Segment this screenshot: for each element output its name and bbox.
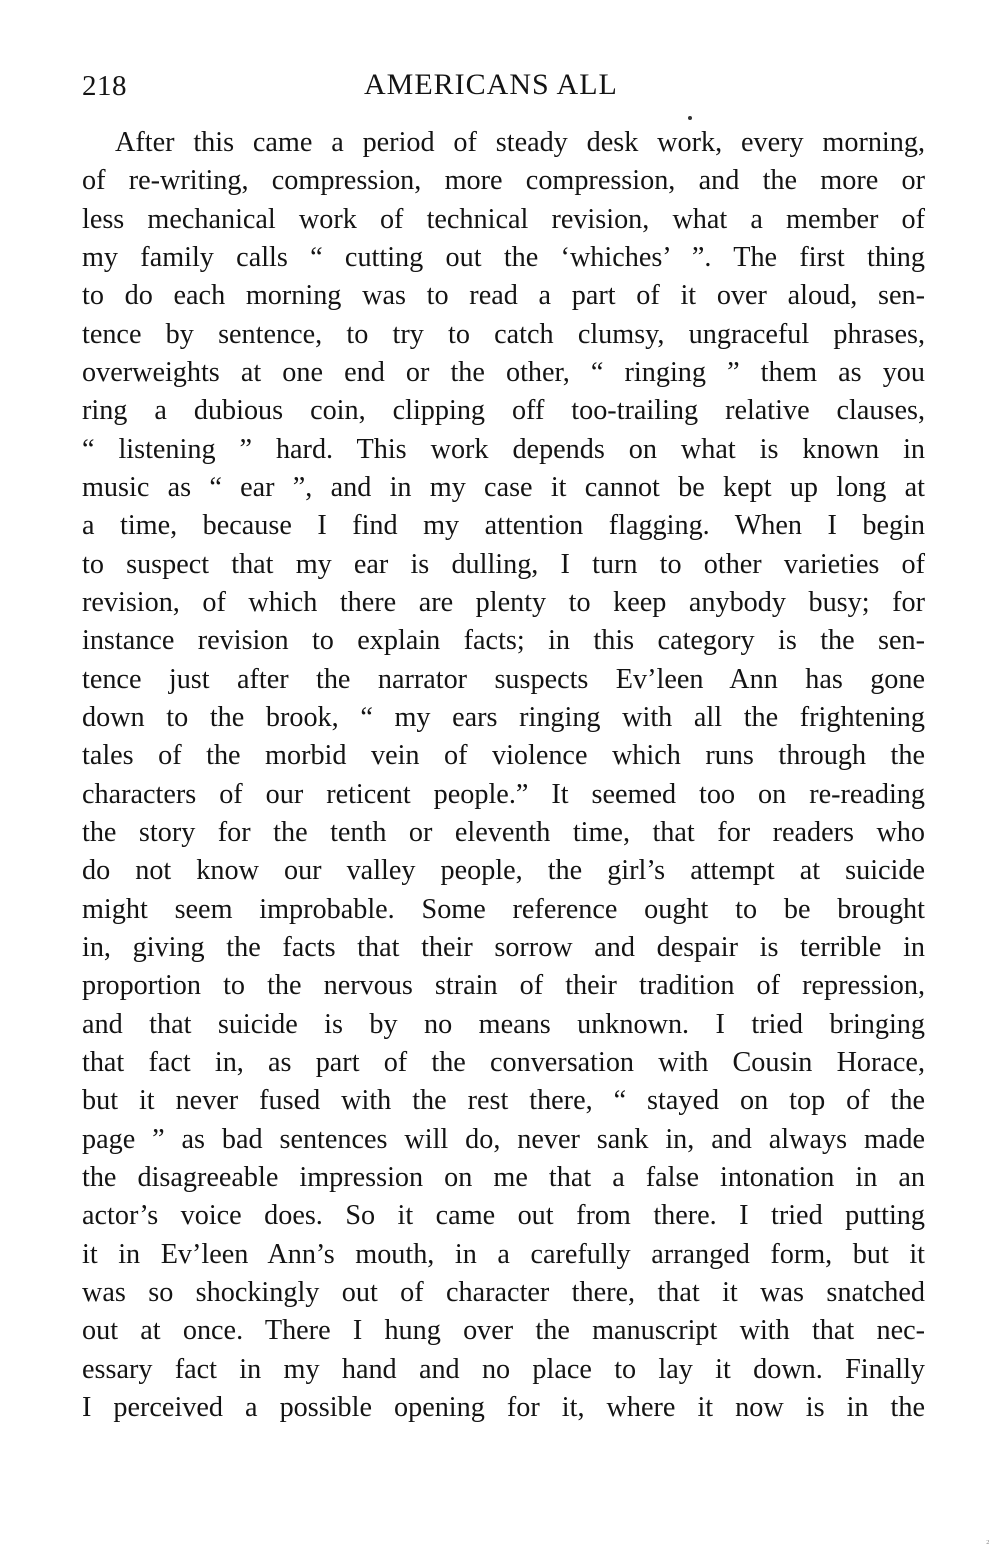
text-line: less mechanical work of technical revision, what a member of [82, 203, 925, 235]
text-line: overweights at one end or the other, “ ringing ” them as you [82, 356, 925, 388]
text-line: proportion to the nervous strain of their tradition of repression, [82, 970, 925, 1002]
text-line: ring a dubious coin, clipping off too-trailing relative clauses, [82, 395, 925, 427]
text-line: and that suicide is by no means unknown. I tried bringing [82, 1008, 925, 1040]
body-text [82, 124, 925, 1427]
corner-mark: ₂ [986, 1534, 990, 1545]
text-line: the story for the tenth or eleventh time, that for readers who [82, 816, 925, 848]
text-line: might seem improbable. Some reference ought to be brought [82, 893, 925, 925]
running-head [82, 64, 642, 108]
text-line: that fact in, as part of the conversation with Cousin Horace, [82, 1046, 925, 1078]
text-line: it in Ev’leen Ann’s mouth, in a carefully arranged form, but it [82, 1238, 925, 1270]
text-line: After this came a period of steady desk work, every morning, [115, 127, 925, 158]
text-line: of re-writing, compression, more compression, and the more or [82, 165, 925, 197]
text-line: characters of our reticent people.” It seemed too on re-reading [82, 778, 925, 810]
print-speck [688, 116, 692, 120]
text-line: but it never fused with the rest there, “ stayed on top of the [82, 1085, 925, 1117]
text-line: page ” as bad sentences will do, never sank in, and always made [82, 1123, 925, 1155]
text-line: do not know our valley people, the girl’s attempt at suicide [82, 855, 925, 887]
text-line: tence by sentence, to try to catch clumsy, ungraceful phrases, [82, 318, 925, 350]
text-line: “ listening ” hard. This work depends on what is known in [82, 433, 925, 465]
text-line: tence just after the narrator suspects Ev’leen Ann has gone [82, 663, 925, 695]
text-line: music as “ ear ”, and in my case it cannot be kept up long at [82, 471, 925, 503]
running-title: AMERICANS ALL [364, 68, 618, 101]
text-line: the disagreeable impression on me that a false intonation in an [82, 1161, 925, 1193]
text-line: instance revision to explain facts; in this category is the sen- [82, 625, 925, 657]
text-line: out at once. There I hung over the manuscript with that nec- [82, 1315, 925, 1347]
text-line: revision, of which there are plenty to keep anybody busy; for [82, 586, 925, 618]
text-line: I perceived a possible opening for it, where it now is in the [82, 1391, 925, 1423]
text-line: to do each morning was to read a part of it over aloud, sen- [82, 280, 925, 312]
page-number: 218 [82, 70, 127, 102]
text-line: essary fact in my hand and no place to lay it down. Finally [82, 1353, 925, 1385]
text-line: was so shockingly out of character there, that it was snatched [82, 1276, 925, 1308]
text-line: tales of the morbid vein of violence which runs through the [82, 740, 925, 772]
text-line: to suspect that my ear is dulling, I turn to other varieties of [82, 548, 925, 580]
text-line: down to the brook, “ my ears ringing with all the frightening [82, 701, 925, 733]
text-line: actor’s voice does. So it came out from there. I tried putting [82, 1200, 925, 1232]
text-line: my family calls “ cutting out the ‘whiches’ ”. The first thing [82, 241, 925, 273]
text-line: in, giving the facts that their sorrow and despair is terrible in [82, 931, 925, 963]
text-line: a time, because I find my attention flagging. When I begin [82, 510, 925, 542]
